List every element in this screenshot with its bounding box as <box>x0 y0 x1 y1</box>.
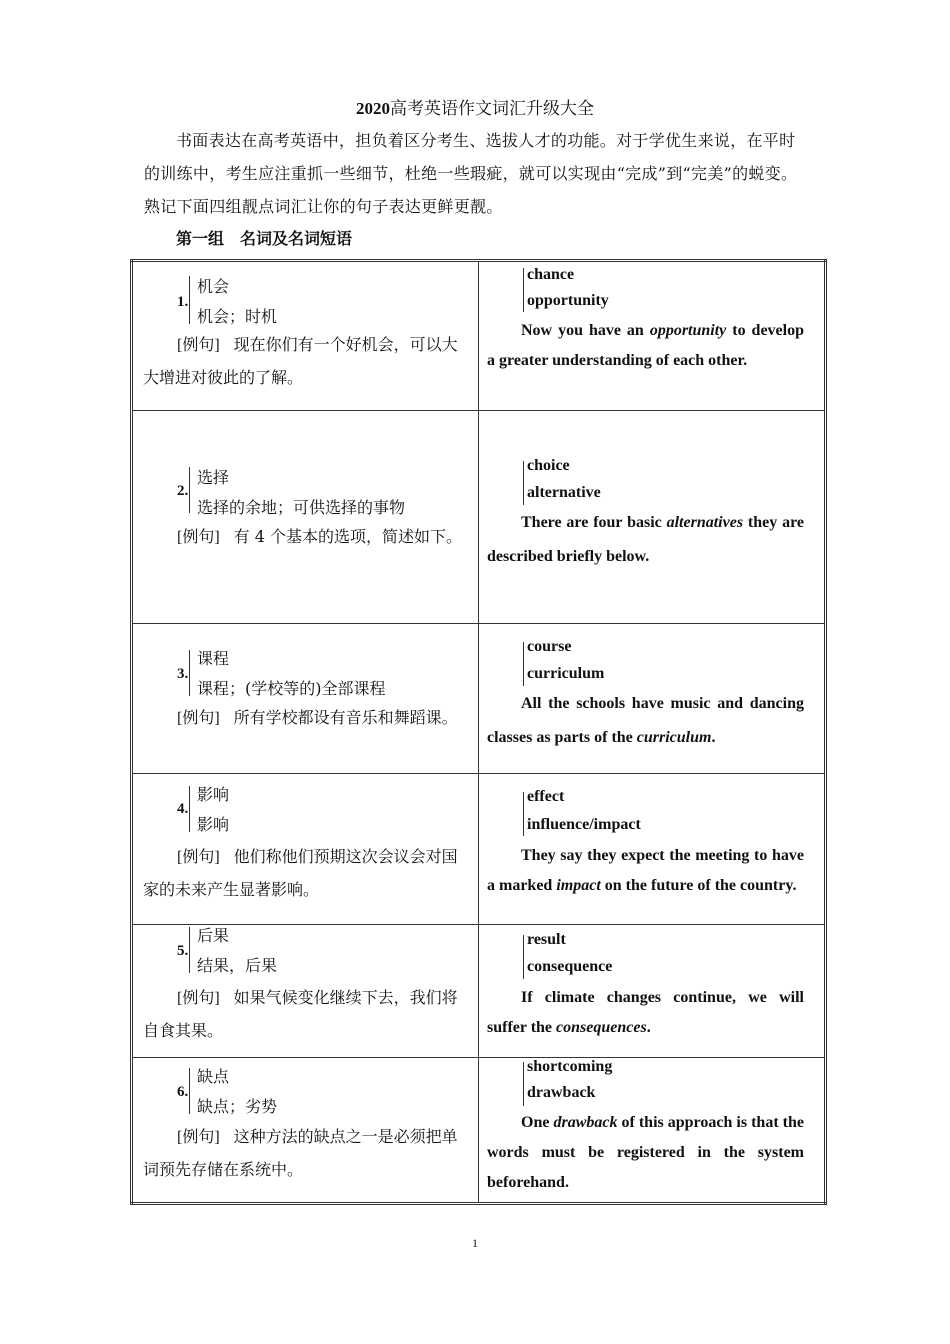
meaning-1: 缺点 <box>197 1067 230 1086</box>
english-example <box>487 687 804 755</box>
example-keyword: consequences <box>556 1019 647 1036</box>
chinese-example <box>143 329 466 394</box>
example-keyword: impact <box>556 877 601 894</box>
english-word-2: alternative <box>527 484 601 501</box>
chinese-cell <box>132 925 479 1058</box>
example-label: [例句] <box>177 990 220 1007</box>
meaning-2: 结果，后果 <box>197 956 278 975</box>
chinese-cell <box>132 1058 479 1204</box>
chinese-example <box>143 521 466 554</box>
example-post: . <box>646 1019 651 1036</box>
english-cell <box>479 261 826 411</box>
entry-number: 4. <box>177 801 189 817</box>
entry-number: 2. <box>177 483 189 499</box>
meaning-2: 缺点；劣势 <box>197 1097 278 1116</box>
english-word-2: influence/impact <box>527 816 641 833</box>
chinese-example <box>143 702 466 735</box>
title-year: 2020 <box>356 99 390 118</box>
chinese-example <box>143 1121 466 1186</box>
table-row <box>132 261 826 411</box>
entry-number: 5. <box>177 943 189 959</box>
chinese-example <box>143 841 466 906</box>
example-post: on the future of the country. <box>600 877 797 894</box>
meaning-2: 课程；(学校等的)全部课程 <box>197 679 386 698</box>
example-text: 这种方法的缺点之一是必须把单词预先存储在系统中。 <box>143 1127 458 1179</box>
example-keyword: alternatives <box>666 514 744 531</box>
brace-icon <box>189 276 194 324</box>
example-post: to develop a greater understanding of each other. <box>487 322 805 369</box>
english-word-1: effect <box>527 788 565 805</box>
example-label: [例句] <box>177 710 220 727</box>
page-number: 1 <box>472 1236 478 1250</box>
brace-icon <box>189 786 194 832</box>
title-text: 高考英语作文词汇升级大全 <box>390 99 594 119</box>
english-word-2: opportunity <box>527 292 609 309</box>
table-row <box>132 1058 826 1204</box>
document-title <box>0 94 950 119</box>
table-row <box>132 411 826 624</box>
entry-number: 1. <box>177 294 189 310</box>
example-text: 他们称他们预期这次会议会对国家的未来产生显著影响。 <box>143 847 458 899</box>
brace-icon <box>189 1068 194 1114</box>
meaning-2: 选择的余地；可供选择的事物 <box>197 498 406 517</box>
english-word-2: consequence <box>527 958 613 975</box>
english-cell <box>479 925 826 1058</box>
example-keyword: opportunity <box>649 322 727 339</box>
meaning-2: 影响 <box>197 815 230 834</box>
example-label: [例句] <box>177 529 220 546</box>
table-row <box>132 624 826 774</box>
chinese-cell <box>132 774 479 925</box>
brace-icon <box>189 650 194 696</box>
table-row <box>132 925 826 1058</box>
example-pre: They say they expect the meeting to have a marked <box>487 847 804 894</box>
brace-icon <box>189 467 194 513</box>
entry-number: 6. <box>177 1084 189 1100</box>
english-cell <box>479 774 826 925</box>
group-label: 第一组 <box>176 229 225 248</box>
meaning-1: 机会 <box>197 277 230 296</box>
example-text: 所有学校都设有音乐和舞蹈课。 <box>233 708 458 727</box>
english-word-1: shortcoming <box>527 1058 613 1075</box>
example-pre: There are four basic <box>521 514 667 531</box>
english-cell <box>479 624 826 774</box>
brace-icon <box>189 927 194 973</box>
example-label: [例句] <box>177 1129 220 1146</box>
example-keyword: drawback <box>553 1114 618 1131</box>
english-example <box>487 1108 804 1198</box>
example-pre: If climate changes continue, we will suffer the <box>487 989 804 1036</box>
chinese-cell <box>132 624 479 774</box>
example-pre: Now you have an <box>521 322 650 339</box>
english-word-2: drawback <box>527 1084 596 1101</box>
chinese-example <box>143 982 466 1047</box>
meaning-2: 机会；时机 <box>197 307 278 326</box>
example-post: they are described briefly below. <box>487 514 804 565</box>
example-label: [例句] <box>177 337 220 354</box>
group-name: 名词及名词短语 <box>240 229 353 248</box>
example-text: 现在你们有一个好机会，可以大大增进对彼此的了解。 <box>143 335 458 387</box>
example-pre: All the schools have music and dancing classes as parts of the <box>487 695 804 746</box>
group-heading <box>176 226 368 249</box>
english-example <box>487 841 804 901</box>
english-example <box>487 983 804 1043</box>
example-pre: One <box>521 1114 554 1131</box>
example-keyword: curriculum <box>636 729 712 746</box>
chinese-cell <box>132 411 479 624</box>
example-post: . <box>711 729 716 746</box>
meaning-1: 选择 <box>197 468 230 487</box>
entry-number: 3. <box>177 666 189 682</box>
english-word-1: choice <box>527 457 570 474</box>
example-label: [例句] <box>177 849 220 866</box>
english-cell <box>479 411 826 624</box>
english-word-1: chance <box>527 266 575 283</box>
meaning-1: 影响 <box>197 785 230 804</box>
example-text: 如果气候变化继续下去，我们将自食其果。 <box>143 988 458 1040</box>
table-row <box>132 774 826 925</box>
example-post: of this approach is that the words must be registered in the system beforehand. <box>487 1114 804 1191</box>
english-word-1: result <box>527 931 566 948</box>
english-example <box>487 316 804 376</box>
english-example <box>487 506 804 574</box>
vocabulary-table <box>130 259 827 1205</box>
chinese-cell <box>132 261 479 411</box>
meaning-1: 课程 <box>197 649 230 668</box>
example-text: 有 4 个基本的选项，简述如下。 <box>233 527 463 546</box>
english-cell <box>479 1058 826 1204</box>
english-word-2: curriculum <box>527 665 605 682</box>
intro-paragraph: 书面表达在高考英语中，担负着区分考生、选拔人才的功能。对于学优生来说，在平时的训练中，考生应注重抓一些细节，杜绝一些瑕疵，就可以实现由“完成”到“完美”的蜕变。熟记下面四组靓点词汇让你的句子表达更鲜更靓。 <box>144 131 798 216</box>
english-word-1: course <box>527 638 572 655</box>
meaning-1: 后果 <box>197 926 230 945</box>
